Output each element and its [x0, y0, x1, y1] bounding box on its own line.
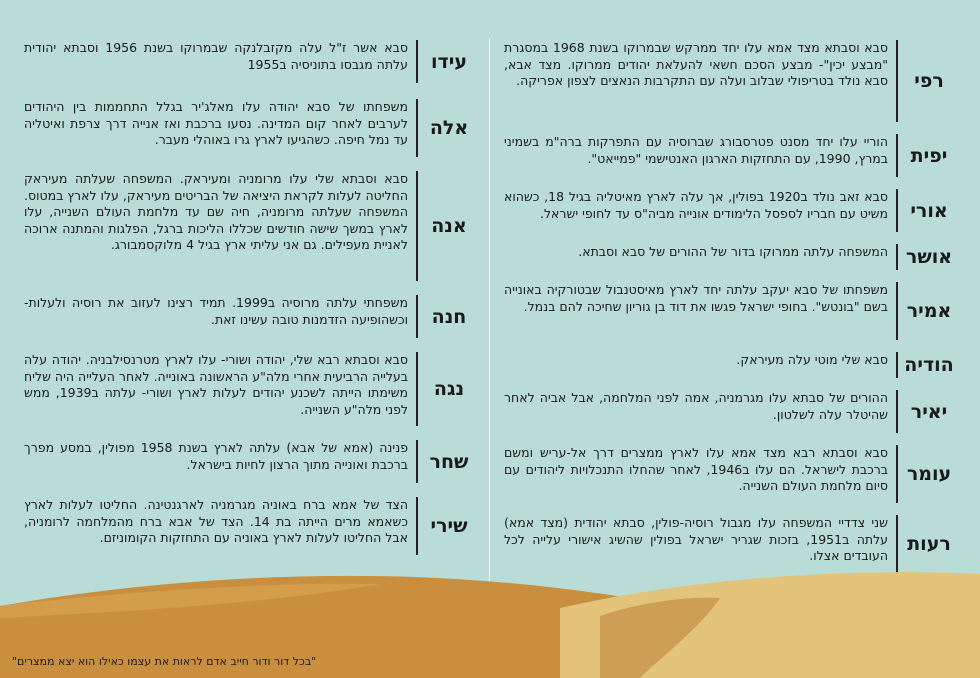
entry-text: ההורים של סבתא עלו מגרמניה, אמה לפני המלחמה, אבל אביה לאחר שהיטלר עלה לשלטון.	[504, 390, 888, 422]
footer-quote: "בכל דור ודור חייב אדם לראות את עצמו כאילו הוא יצא ממצרים"	[12, 655, 317, 668]
entry-shahar	[10, 440, 480, 483]
entry-text: משפחתו של סבא יהודה עלו מאלג'יר בגלל התחממות בין היהודים לערבים לאחר קום המדינה. נסעו ברכבת ואז אנייה דרך צרפת ואיטליה עד נמל חיפה. כשהגיעו לארץ גרו באוהלי מעבר.	[24, 99, 408, 147]
entry-text: סבא שלי מוטי עלה מעיראק.	[736, 352, 888, 367]
entry-name: הודיה	[896, 352, 960, 378]
entry-omer	[490, 445, 960, 503]
entry-name: שירי	[416, 497, 480, 555]
entry-reut	[490, 515, 960, 573]
entry-hodaya	[490, 352, 960, 378]
entry-name: עידו	[416, 40, 480, 83]
entry-text: המשפחה עלתה ממרוקו בדור של ההורים של סבא וסבתא.	[578, 244, 888, 259]
entry-uri	[490, 189, 960, 232]
entry-name: אורי	[896, 189, 960, 232]
entry-text: סבא וסבתא רבא שלי, יהודה ושורי- עלו לארץ מטרנסילבניה. יהודה עלה בעלייה הרביעית אחרי מלה"ע הראשונה באונייה. לאחר העלייה היה שליח משימתו הייתה לשכנע יהודים לעלות לארץ ושורי- עלתה ב1939, ממש לפני מלה"ע השנייה.	[24, 352, 408, 417]
entry-name: נגה	[416, 352, 480, 426]
entry-ido	[10, 40, 480, 83]
entry-name: רפי	[896, 40, 960, 122]
entry-name: אושר	[896, 244, 960, 270]
entry-text: סבא וסבתא מצד אמא עלו יחד ממרקש שבמרוקו בשנת 1968 במסגרת "מבצע יכין"- מבצע הסכם חשאי להעלאת יהודים ממרוקו. מצד אבא, סבא נולד בטריפולי שבלוב ועלה עם התקרבות הנאצים לצפון אפריקה.	[504, 40, 888, 88]
left-column	[10, 40, 480, 555]
entry-text: סבא אשר ז"ל עלה מקזבלנקה שבמרוקו בשנת 1956 וסבתא יהודית עלתה מגבסו בתוניסיה ב1955	[24, 40, 408, 72]
entry-text: משפחתו של סבא יעקב עלתה יחד לארץ מאיסטנבול שבטורקיה באונייה בשם "בונטש". בחופי ישראל פגשו את דוד בן גוריון שחיכה להם בנמל.	[504, 282, 888, 314]
entry-text: הצד של אמא ברח באוניה מגרמניה לארגנטינה. החליטו לעלות לארץ כשאמא מרים הייתה בת 14. הצד של אבא ברח מהמלחמה לרומניה, אבל החליטו לעלות לארץ באוניה עם התחזקות הקומוניזם.	[24, 497, 408, 545]
entry-rafi	[490, 40, 960, 122]
entry-name: רעות	[896, 515, 960, 573]
entry-text: הוריי עלו יחד מסנט פטרסבורג שברוסיה עם התפרקות ברה"מ בשמיני במרץ, 1990, עם התחזקות הארגון האנטישמי "פמייאט".	[504, 134, 888, 166]
entry-text: משפחתי עלתה מרוסיה ב1999. תמיד רצינו לעזוב את רוסיה ולעלות- וכשהופיעה הזדמנות טובה עשינו זאת.	[24, 295, 408, 327]
entry-text: סבא וסבתא רבא מצד אמא עלו לארץ ממצרים דרך אל-עריש ומשם ברכבת לישראל. הם עלו ב1946, לאחר שהחלו התנכלויות ליהודים עם סיום מלחמת העולם השנייה.	[504, 445, 888, 493]
entry-amir	[490, 282, 960, 340]
entry-hana	[10, 295, 480, 338]
entry-yafit	[490, 134, 960, 177]
entry-osher	[490, 244, 960, 270]
entry-shiri	[10, 497, 480, 555]
entry-name: חנה	[416, 295, 480, 338]
entry-name: אלה	[416, 99, 480, 157]
entry-noga	[10, 352, 480, 426]
entry-anna	[10, 171, 480, 281]
entry-yair	[490, 390, 960, 433]
entry-text: סבא וסבתא שלי עלו מרומניה ומעיראק. המשפחה שעלתה מעיראק החליטה לעלות לקראת היציאה של הבריטים מעיראק, עלו לארץ במטוס. המשפחה שעלתה מרומניה, חיה שם עד מלחמת העולם השנייה, עלו לארץ במשך שישה חודשים שכללו הליכות ברגל, הפלגות והמתנה ארוכה לאניית מעפילים. גם אני עליתי ארץ בגיל 4 מלוקסמבורג.	[24, 171, 408, 252]
right-column	[490, 40, 960, 573]
entry-name: אמיר	[896, 282, 960, 340]
entry-name: עומר	[896, 445, 960, 503]
entry-name: אנה	[416, 171, 480, 281]
entry-text: פנינה (אמא של אבא) עלתה לארץ בשנת 1958 מפולין, במסע מפרך ברכבת ואונייה מתוך הרצון לחיות בישראל.	[24, 440, 408, 472]
entry-name: שחר	[416, 440, 480, 483]
entry-ella	[10, 99, 480, 157]
entry-text: שני צדדיי המשפחה עלו מגבול רוסיה-פולין, סבתא יהודית (מצד אמא) עלתה ב1951, בזכות שגריר ישראל בפולין שהשיג אישורי עלייה לכל העובדים אצלו.	[504, 515, 889, 563]
entry-name: יפית	[896, 134, 960, 177]
entry-text: סבא זאב נולד ב1920 בפולין, אך עלה לארץ מאיטליה בגיל 18, כשהוא משיט עם חבריו לספסל הלימודים אונייה מביה"ס עד לחופי ישראל.	[504, 189, 888, 221]
entry-name: יאיר	[896, 390, 960, 433]
